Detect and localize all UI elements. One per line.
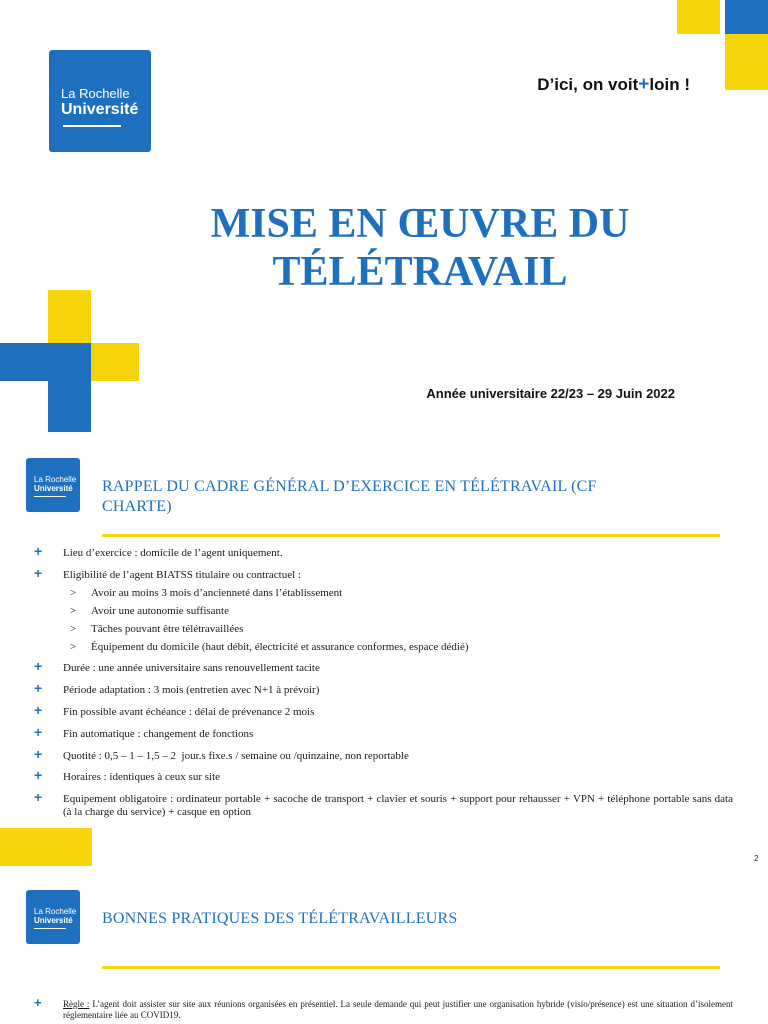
- logo-line2: Université: [34, 484, 73, 493]
- logo-underline: [34, 496, 66, 497]
- list-item-text: Avoir au moins 3 mois d’ancienneté dans l’établissement: [91, 587, 343, 599]
- list-item-text: Quotité : 0,5 – 1 – 1,5 – 2 jour.s fixe.s / semaine ou /quinzaine, non reportable: [63, 750, 409, 762]
- plus-bullet-icon: +: [34, 658, 43, 674]
- logo-line2: Université: [34, 916, 73, 925]
- plus-bullet-icon: +: [34, 702, 43, 718]
- academic-year-date: Année universitaire 22/23 – 29 Juin 2022: [426, 386, 675, 401]
- chevron-right-icon: >: [70, 641, 77, 653]
- university-logo: [26, 890, 80, 944]
- list-item-text: Fin automatique : changement de fonctions: [63, 728, 254, 740]
- plus-icon: +: [638, 74, 650, 95]
- presentation-title: [120, 200, 720, 296]
- rule-body: L’agent doit assister sur site aux réunions organisées en présentiel. La seule demande qui peut justifier une organisation hybride (visio/présence) est une situation d’isolement réglementaire liée au COVID19.: [63, 999, 733, 1020]
- list-item-text: Avoir une autonomie suffisante: [91, 605, 229, 617]
- logo-underline: [63, 125, 121, 127]
- rule-text: [63, 999, 733, 1021]
- deco-block-yellow: [725, 34, 768, 90]
- section-title-line2: CHARTE): [102, 498, 172, 515]
- deco-block-yellow: [48, 290, 91, 343]
- rule-label: Règle :: [63, 999, 90, 1009]
- deco-block-yellow: [91, 343, 139, 381]
- deco-block-blue: [725, 0, 768, 34]
- deco-block-yellow: [677, 0, 720, 34]
- deco-block-yellow: [0, 828, 92, 866]
- tagline: [480, 74, 690, 96]
- plus-bullet-icon: +: [34, 789, 43, 805]
- chevron-right-icon: >: [70, 605, 77, 617]
- logo-line1: La Rochelle: [61, 86, 130, 101]
- plus-bullet-icon: +: [34, 995, 42, 1010]
- list-item-text: Eligibilité de l’agent BIATSS titulaire ou contractuel :: [63, 569, 301, 581]
- plus-bullet-icon: +: [34, 680, 43, 696]
- plus-bullet-icon: +: [34, 724, 43, 740]
- title-line1: MISE EN ŒUVRE DU: [210, 201, 630, 247]
- section-title-line1: RAPPEL DU CADRE GÉNÉRAL D’EXERCICE EN TÉLÉTRAVAIL (CF: [102, 478, 597, 495]
- tagline-after: loin !: [649, 75, 690, 94]
- plus-bullet-icon: +: [34, 565, 43, 581]
- logo-line2: Université: [61, 101, 139, 118]
- list-item-text: Lieu d’exercice : domicile de l’agent uniquement.: [63, 547, 283, 559]
- list-item-text: Équipement du domicile (haut débit, électricité et assurance conformes, espace dédié): [91, 641, 469, 653]
- plus-bullet-icon: +: [34, 746, 43, 762]
- title-line2: TÉLÉTRAVAIL: [272, 249, 568, 295]
- list-item-text: Horaires : identiques à ceux sur site: [63, 771, 221, 783]
- list-item-text: Durée : une année universitaire sans renouvellement tacite: [63, 662, 320, 674]
- plus-bullet-icon: +: [34, 767, 43, 783]
- list-item-text: Equipement obligatoire : ordinateur portable + sacoche de transport + clavier et souris + support pour rehausser + VPN + téléphone portable sans data (à la charge du service) + casque en option: [63, 793, 733, 818]
- university-logo: [49, 50, 151, 152]
- deco-block-blue: [0, 343, 91, 381]
- logo-underline: [34, 928, 66, 929]
- section-title: [102, 477, 702, 517]
- list-item-text: Fin possible avant échéance : délai de prévenance 2 mois: [63, 706, 315, 718]
- tagline-before: D’ici, on voit: [537, 75, 639, 94]
- logo-line1: La Rochelle: [34, 475, 77, 484]
- list-item-text: Période adaptation : 3 mois (entretien avec N+1 à prévoir): [63, 684, 320, 696]
- page-number: 2: [754, 854, 759, 863]
- section-divider: [102, 966, 720, 969]
- deco-block-blue: [48, 381, 91, 432]
- section-title: BONNES PRATIQUES DES TÉLÉTRAVAILLEURS: [102, 910, 458, 927]
- list-item-text: Tâches pouvant être télétravaillées: [91, 623, 244, 635]
- university-logo: [26, 458, 80, 512]
- logo-line1: La Rochelle: [34, 907, 77, 916]
- section-divider: [102, 534, 720, 537]
- chevron-right-icon: >: [70, 587, 77, 599]
- plus-bullet-icon: +: [34, 543, 43, 559]
- chevron-right-icon: >: [70, 623, 77, 635]
